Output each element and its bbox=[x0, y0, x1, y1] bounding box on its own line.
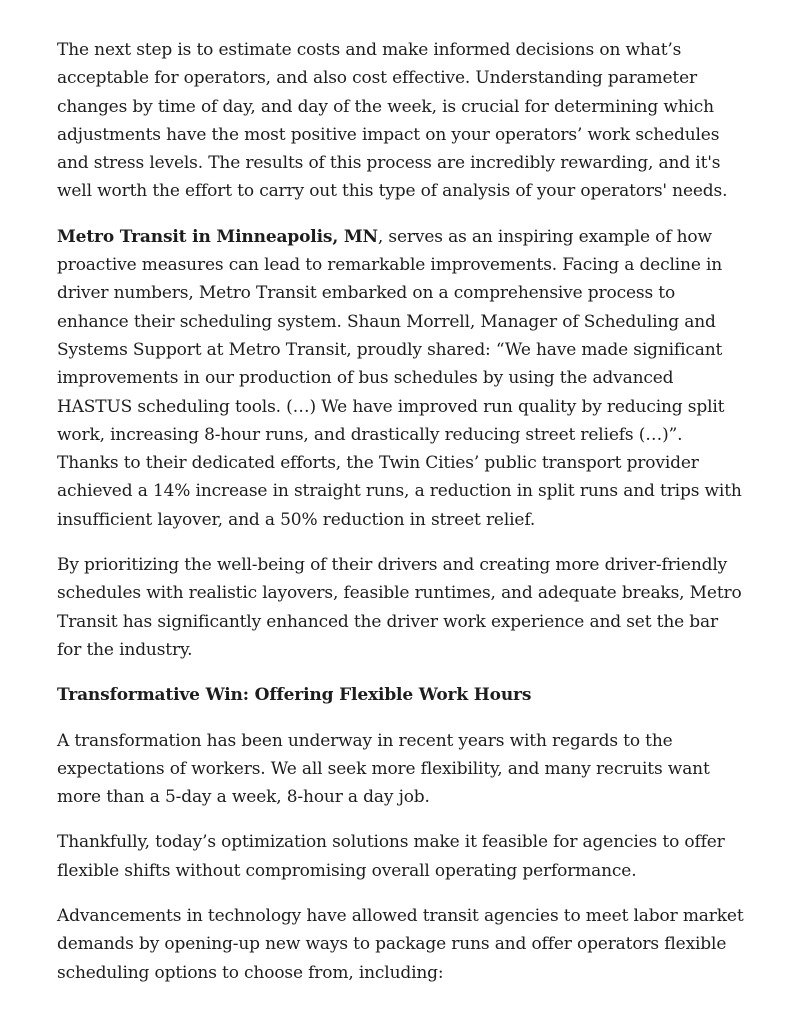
paragraph-technology: Advancements in technology have allowed transit agencies to meet labor market demands by opening-up new ways to package runs and offer operators flexible scheduling options to choose from, including: bbox=[57, 906, 744, 983]
metro-transit-text: , serves as an inspiring example of how proactive measures can lead to remarkable improvements. Facing a decline in driver numbers, Metro Transit embarked on a comprehensive process to enhance their scheduling system. Shaun Morrell, Manager of Scheduling and Systems Support at Metro Transit, proudly shared: “We have made significant improvements in our production of bus schedules by using the advanced HASTUS scheduling tools. (…) We have improved run quality by reducing split work, increasing 8-hour runs, and drastically reducing street reliefs (…)”. Thanks to their dedicated efforts, the Twin Cities’ public transport provider achieved a 14% increase in straight runs, a reduction in split runs and trips with insufficient layover, and a 50% reduction in street relief. bbox=[57, 226, 742, 530]
paragraph-driver-wellbeing: By prioritizing the well-being of their drivers and creating more driver-friendly schedules with realistic layovers, feasible runtimes, and adequate breaks, Metro Transit has significantly enhanced the driver work experience and set the bar for the industry. bbox=[57, 555, 742, 660]
paragraph-optimization: Thankfully, today’s optimization solutions make it feasible for agencies to offer flexible shifts without compromising overall operating performance. bbox=[57, 832, 725, 881]
paragraph-metro-transit bbox=[57, 223, 744, 534]
paragraph-cost-estimation: The next step is to estimate costs and make informed decisions on what’s acceptable for operators, and also cost effective. Understanding parameter changes by time of day, and day of the week, is crucial for determining which adjustments have the most positive impact on your operators’ work schedules and stress levels. The results of this process are incredibly rewarding, and it's well worth the effort to carry out this type of analysis of your operators' needs. bbox=[57, 40, 728, 202]
metro-transit-lead: Metro Transit in Minneapolis, MN bbox=[57, 226, 378, 247]
paragraph-worker-expectations: A transformation has been underway in recent years with regards to the expectations of workers. We all seek more flexibility, and many recruits want more than a 5-day a week, 8-hour a day job. bbox=[57, 730, 710, 808]
section-heading: Transformative Win: Offering Flexible Work Hours bbox=[57, 685, 532, 706]
